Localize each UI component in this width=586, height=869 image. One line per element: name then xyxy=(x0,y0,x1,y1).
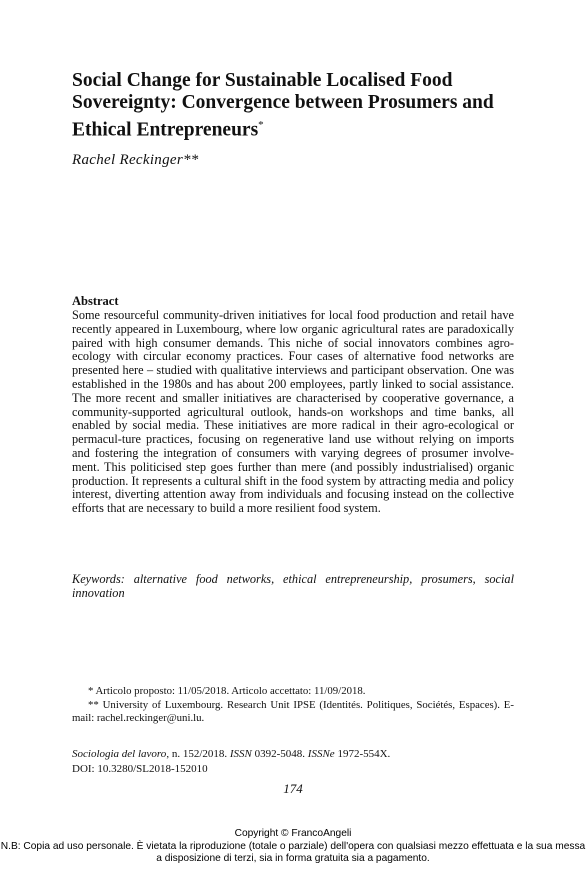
journal-citation xyxy=(72,748,514,776)
footnote-affiliation: ** University of Luxembourg. Research Unit IPSE (Identités. Politiques, Sociétés, Espaces). E-mail: rachel.reckinger@uni.lu. xyxy=(72,699,514,724)
doi: DOI: 10.3280/SL2018-152010 xyxy=(72,763,208,775)
author-name: Rachel Reckinger** xyxy=(72,152,199,168)
issn-label: ISSN xyxy=(229,748,252,760)
footnote-submission-dates: * Articolo proposto: 11/05/2018. Articolo accettato: 11/09/2018. xyxy=(88,685,366,697)
title-text: Social Change for Sustainable Localised Food Sovereignty: Convergence between Prosumers and Ethical Entrepreneurs xyxy=(72,70,494,141)
journal-issue: , n. 152/2018. xyxy=(166,748,230,760)
usage-notice: N.B: Copia ad uso personale. È vietata la riproduzione (totale o parziale) dell'opera con qualsiasi mezzo effettuata e la sua messa a disposizione di terzi, sia in forma gratuita sia a pagamento. xyxy=(0,840,586,864)
title-footnote-mark: * xyxy=(258,119,264,131)
article-title xyxy=(72,70,532,142)
issn-value: 0392-5048. xyxy=(251,748,308,760)
copyright-notice xyxy=(0,828,586,866)
page-number: 174 xyxy=(283,781,303,796)
issne-label: ISSNe xyxy=(307,748,335,760)
abstract-heading: Abstract xyxy=(72,294,119,308)
issne-value: 1972-554X. xyxy=(334,748,391,760)
journal-name: Sociologia del lavoro xyxy=(72,748,167,760)
abstract-body: Some resourceful community-driven initiatives for local food production and retail have recently appeared in Luxembourg, where low organic agricultural rates are paradoxically paired with high consumer demands. This niche of social innovators combines agro-ecology with circular economy practices. Four cases of alternative food networks are presented here – studied with qualitative interviews and participant observation. One was established in the 1980s and has about 200 employees, partly linked to social assistance. The more recent and smaller initiatives are characterised by cooperative governance, a community-supported agricultural outlook, hands-on workshops and time banks, all enabled by social media. These initiatives are more radical in their agro-ecological or permacul-ture practices, focusing on regenerative land use without relying on imports and fostering the integration of consumers with varying degrees of prosumer involve-ment. This politicised step goes further than mere (and possibly industrialised) organic production. It represents a cultural shift in the food system by attracting media and policy interest, diverting attention away from individuals and focusing instead on the collective efforts that are necessary to build a more resilient food system. xyxy=(72,308,514,516)
copyright-line: Copyright © FrancoAngeli xyxy=(234,828,352,839)
keywords: Keywords: alternative food networks, ethical entrepreneurship, prosumers, social innovation xyxy=(72,572,514,600)
